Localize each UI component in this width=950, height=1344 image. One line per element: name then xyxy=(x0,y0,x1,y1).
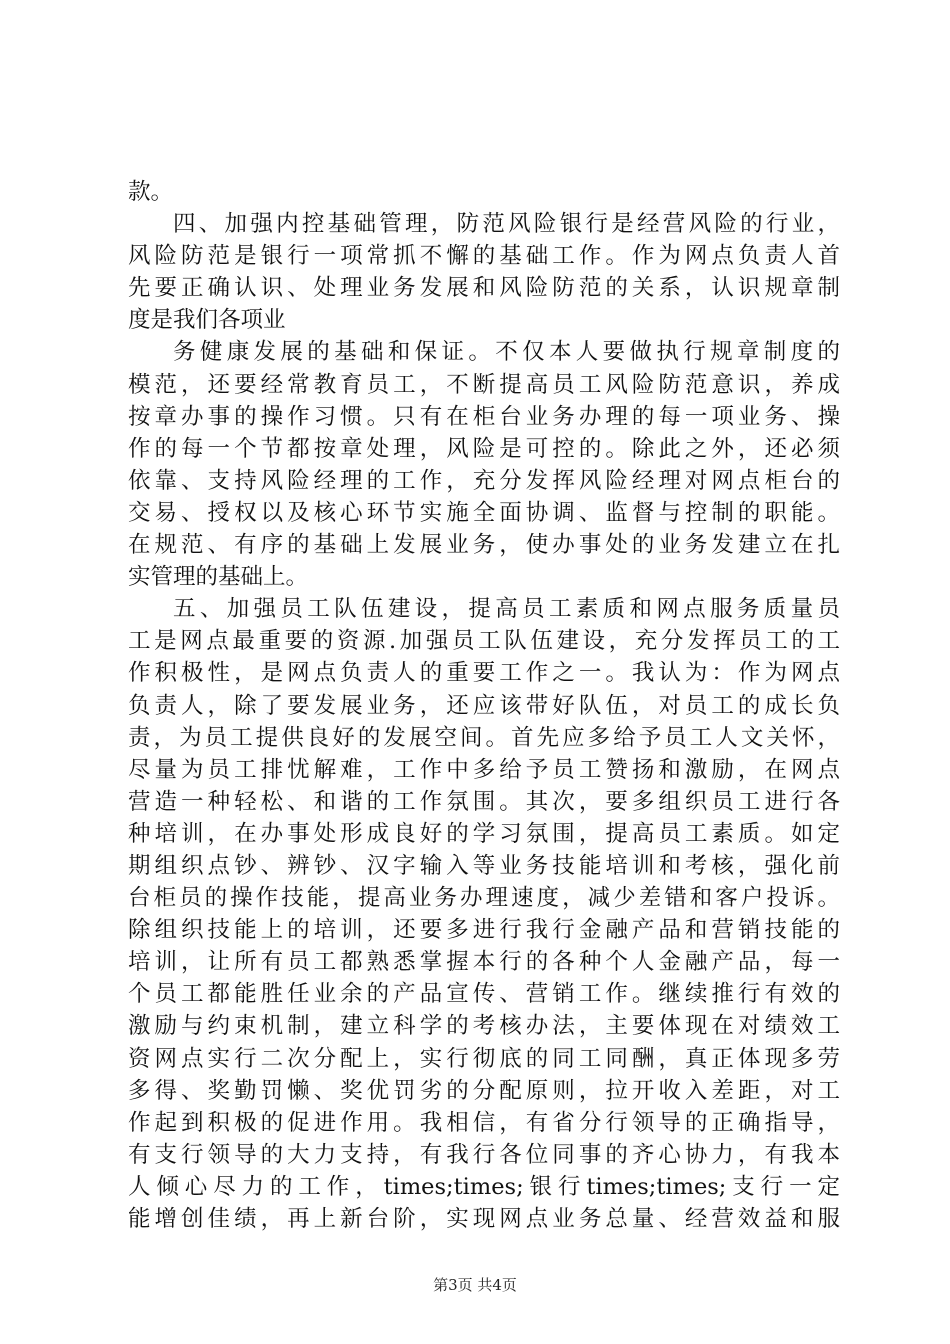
text-line: 按章办事的操作习惯。只有在柜台业务办理的每一项业务、操 xyxy=(128,403,840,430)
document-body xyxy=(128,176,840,1235)
text-line: 人倾心尽力的工作，times;times;银行times;times;支行一定 xyxy=(128,1173,840,1200)
text-line: 五、加强员工队伍建设，提高员工素质和网点服务质量员 xyxy=(173,596,840,623)
text-line: 期组织点钞、辨钞、汉字输入等业务技能培训和考核，强化前 xyxy=(128,852,840,879)
text-line: 作起到积极的促进作用。我相信，有省分行领导的正确指导， xyxy=(128,1109,840,1136)
text-line: 四、加强内控基础管理，防范风险银行是经营风险的行业， xyxy=(173,211,840,238)
text-line: 负责人，除了要发展业务，还应该带好队伍，对员工的成长负 xyxy=(128,692,840,719)
text-line: 度是我们各项业 xyxy=(128,307,286,334)
text-line: 作的每一个节都按章处理，风险是可控的。除此之外，还必须 xyxy=(128,435,840,462)
text-line: 风险防范是银行一项常抓不懈的基础工作。作为网点负责人首 xyxy=(128,243,840,270)
text-line: 作积极性，是网点负责人的重要工作之一。我认为：作为网点 xyxy=(128,660,840,687)
text-line: 台柜员的操作技能，提高业务办理速度，减少差错和客户投诉。 xyxy=(128,885,840,912)
text-line: 除组织技能上的培训，还要多进行我行金融产品和营销技能的 xyxy=(128,917,840,944)
page-footer: 第3页 共4页 xyxy=(433,1276,517,1294)
text-line: 模范，还要经常教育员工，不断提高员工风险防范意识，养成 xyxy=(128,371,840,398)
text-line: 款。 xyxy=(128,179,174,205)
text-line: 在规范、有序的基础上发展业务，使办事处的业务发建立在扎 xyxy=(128,532,840,559)
text-line: 多得、奖勤罚懒、奖优罚劣的分配原则，拉开收入差距，对工 xyxy=(128,1077,840,1104)
text-line: 依靠、支持风险经理的工作，充分发挥风险经理对网点柜台的 xyxy=(128,467,840,494)
text-line: 有支行领导的大力支持，有我行各位同事的齐心协力，有我本 xyxy=(128,1141,840,1168)
text-line: 工是网点最重要的资源.加强员工队伍建设，充分发挥员工的工 xyxy=(128,628,840,655)
text-line: 资网点实行二次分配上，实行彻底的同工同酬，真正体现多劳 xyxy=(128,1045,840,1072)
text-line: 营造一种轻松、和谐的工作氛围。其次，要多组织员工进行各 xyxy=(128,788,840,815)
text-line: 培训，让所有员工都熟悉掌握本行的各种个人金融产品，每一 xyxy=(128,949,840,976)
text-line: 实管理的基础上。 xyxy=(128,564,309,591)
text-line: 能增创佳绩，再上新台阶，实现网点业务总量、经营效益和服 xyxy=(128,1206,840,1232)
text-line: 责，为员工提供良好的发展空间。首先应多给予员工人文关怀， xyxy=(128,724,840,751)
text-line: 先要正确认识、处理业务发展和风险防范的关系，认识规章制 xyxy=(128,275,840,302)
text-line: 种培训，在办事处形成良好的学习氛围，提高员工素质。如定 xyxy=(128,820,840,847)
text-line: 务健康发展的基础和保证。不仅本人要做执行规章制度的 xyxy=(173,339,840,366)
text-line: 激励与约束机制，建立科学的考核办法，主要体现在对绩效工 xyxy=(128,1013,840,1040)
text-line: 个员工都能胜任业余的产品宣传、营销工作。继续推行有效的 xyxy=(128,981,840,1008)
text-line: 尽量为员工排忧解难，工作中多给予员工赞扬和激励，在网点 xyxy=(128,756,840,783)
text-line: 交易、授权以及核心环节实施全面协调、监督与控制的职能。 xyxy=(128,499,840,526)
